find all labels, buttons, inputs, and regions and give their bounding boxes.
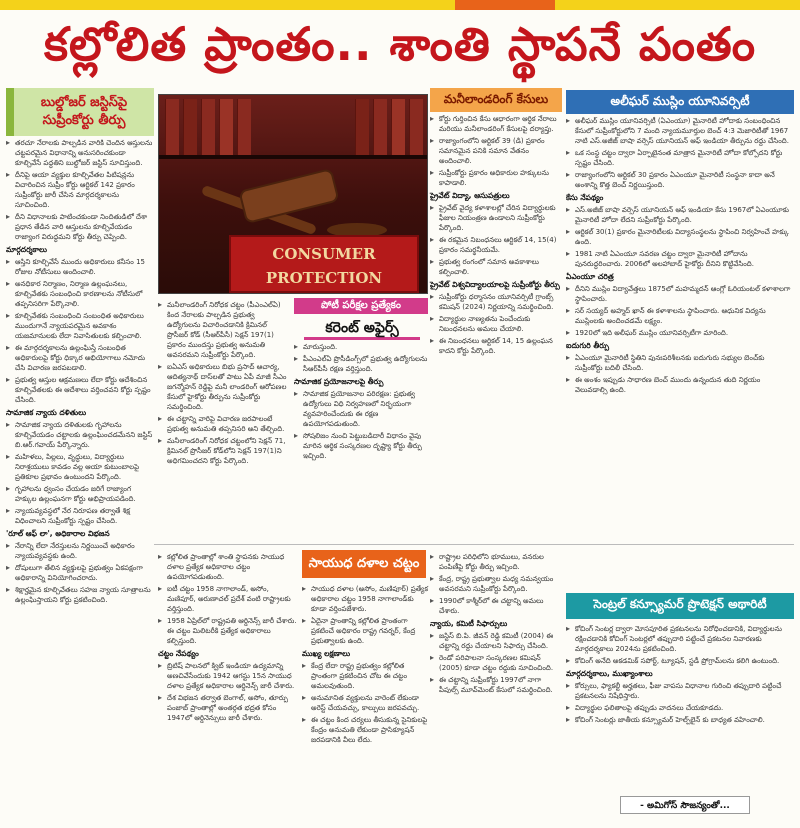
current-affairs-body: [294, 340, 428, 463]
list-item: ▸ సర్ సయ్యద్ అహ్మద్ ఖాన్ ఈ కళాశాలను స్థాపించారు. ఆధునిక విద్యను ముస్లింలకు అందించడమే లక్ష్యం.: [566, 306, 794, 326]
list-item: ▸ ఆస్తిని కూల్చివేసే ముందు అధికారులు కనీసం 15 రోజుల నోటీసులు అందించాలి.: [6, 257, 154, 277]
column-aligarh-university: [566, 90, 794, 397]
list-item: ▸ పీఎంఎల్ఏ ప్రొసీడింగ్స్‌లో ప్రభుత్వ ఉద్యోగులను సీఆర్‌పీసీ రక్షణ వర్తిస్తుంది.: [294, 354, 428, 374]
list-item: ▸ ఏదైనా ప్రాంతాన్ని కల్లోలిత ప్రాంతంగా ప్రకటించే అధికారం రాష్ట్ర గవర్నర్, కేంద్ర ప్రభుత్వాలకు ఉంది.: [302, 616, 428, 646]
list-item: ▸ ప్రభుత్వ ఆస్తుల ఆక్రమణలు లేదా కోర్టు ఆదేశించిన కూల్చివేతలకు ఈ ఆదేశాలు వర్తించవని కోర్టు స్పష్టం చేసింది.: [6, 375, 154, 405]
list-item: ▸ ఈ నిబంధనలు ఆర్టికల్ 14, 15 ఉల్లంఘన కాదని కోర్టు పేర్కొంది.: [430, 336, 562, 356]
subheading: ప్రైవేట్ విద్యా, ఆసుపత్రులు: [430, 191, 510, 200]
bookshelf-book: [391, 99, 405, 155]
list-item: ▸ 1958 ఏప్రిల్‌లో రాష్ట్రపతి ఆర్డినెన్స్ జారీ చేశారు. ఈ చట్టం మిలిటరీకి ప్రత్యేక అధికారాలు కల్పిస్తుంది.: [158, 616, 298, 646]
column-bulldozer-justice: [6, 88, 154, 607]
list-item: ▸ అనుమానిత వ్యక్తులను వారెంట్ లేకుండా అరెస్ట్ చేయవచ్చు, కాల్పులు జరపవచ్చు.: [302, 693, 428, 713]
list-item: ▸ ఈ అంశం ఇప్పుడు సాధారణ బెంచ్ ముందు ఉన్నందున తుది నిర్ణయం వెలువడాల్సి ఉంది.: [566, 375, 794, 395]
list-item: ▸ కోర్టు గుర్తించిన కేసు ఆధారంగా ఆర్థిక నేరాలు మరియు మనీలాండరింగ్ కేసులపై దర్యాప్తు.: [430, 114, 562, 134]
list-item: ▸ ఎస్.అజీజ్ బాషా వర్సెస్ యూనియన్ ఆఫ్ ఇండియా కేసు 1967లో ఏఎంయూకు మైనారిటీ హోదా లేదని సుప్రీంకోర్టు పేర్కొంది.: [566, 205, 794, 225]
list-item: ▸ సుప్రీంకోర్టు ధర్మాసనం యూనివర్సిటీ గ్రాంట్స్ కమిషన్ (2024) నిర్ణయాన్ని సమర్థించింది.: [430, 292, 562, 312]
list-item: ▸ ఈ చట్టాన్ని సుప్రీంకోర్టు 1997లో నాగా పీపుల్స్ మూవ్‌మెంట్ కేసులో సమర్థించింది.: [430, 675, 562, 695]
subheading: న్యాయ, కమిటీ సిఫార్సులు: [430, 619, 508, 628]
money-laundering-continued: [158, 298, 290, 468]
list-item: ▸ నేరాన్ని లేదా నేరస్తులను నిర్ణయించే అధికారం న్యాయవ్యవస్థకు ఉంది.: [6, 541, 154, 561]
list-item: ▸ కేంద్ర, రాష్ట్ర ప్రభుత్వాల మధ్య సమన్వయం అవసరమని సుప్రీంకోర్టు పేర్కొంది.: [430, 574, 562, 594]
bookshelf-book: [409, 99, 423, 155]
list-item: ▸ సుప్రీంకోర్టు ప్రకారం అధికారుల హక్కులను కాపాడాలి.: [430, 168, 562, 188]
armed-forces-act-continued: [430, 550, 562, 697]
list-item: ▸ శిక్షార్హమైన కూల్చివేతలు సహజ న్యాయ సూత్రాలను ఉల్లంఘిస్తాయని కోర్టు ప్రకటించింది.: [6, 585, 154, 605]
bookshelf-book: [165, 99, 179, 155]
list-item: ▸ రెండో పరిపాలనా సంస్కరణల కమిషన్ (2005) కూడా చట్టం రద్దుకు సూచించింది.: [430, 653, 562, 673]
top-section-tab: [455, 0, 555, 10]
list-item: ▸ 1981 నాటి ఏఎంయూ సవరణ చట్టం ద్వారా మైనారిటీ హోదాను పునరుద్ధరించారు. 2006లో అలహాబాద్ హైకోర్టు దీనిని కొట్టివేసింది.: [566, 249, 794, 269]
top-color-strip: [0, 0, 800, 10]
bookshelf-shelf: [159, 155, 427, 159]
source-credit: - అమిగోస్ సౌజన్యంతో...: [620, 796, 750, 814]
bookshelf-book: [201, 99, 215, 155]
bulldozer-justice-body: [6, 138, 154, 605]
list-item: ▸ ఈ మార్గదర్శకాలను ఉల్లంఘిస్తే సంబంధిత అధికారులపై కోర్టు ధిక్కార అభియోగాలు నమోదు చేసి విచారణ జరపబడాలి.: [6, 343, 154, 373]
list-item: ▸ సాయుధ దళాల (అసోం, మణిపూర్) ప్రత్యేక అధికారాల చట్టం 1958 నాగాలాండ్‌కు కూడా వర్తింపజేశారు.: [302, 584, 428, 614]
consumer-protection-authority-title: సెంట్రల్ కన్స్యూమర్ ప్రొటెక్షన్ అథారిటీ: [566, 593, 794, 619]
list-item: ▸ సామాజిక ప్రయోజనాల పరిరక్షణ: ప్రభుత్వ ఉద్యోగులు విధి నిర్వహణలో నిర్భయంగా వ్యవహరించేందుకు ఈ రక్షణ ఉపయోగపడుతుంది.: [294, 389, 428, 429]
list-item: ▸ మహిళలు, పిల్లలు, వృద్ధులు, విద్యార్థులు నిరాశ్రయులు కావడం వల్ల ఆయా కుటుంబాలపై ప్రతికూల ప్రభావం ఉంటుందని పేర్కొంది.: [6, 452, 154, 482]
list-item: ▸ జస్టిస్ బి.పి. జీవన్ రెడ్డి కమిటీ (2004) ఈ చట్టాన్ని రద్దు చేయాలని సిఫార్సు చేసింది.: [430, 631, 562, 651]
bookshelf-book: [219, 99, 233, 155]
column-money-laundering: [430, 88, 562, 358]
current-affairs-title: కరెంట్ అఫైర్స్: [304, 316, 420, 340]
list-item: ▸ విద్యార్థుల ఫలితాలపై తప్పుడు వాదనలు చేయకూడదు.: [566, 703, 794, 713]
armed-forces-act-title: సాయుధ దళాల చట్టం: [302, 550, 426, 578]
armed-forces-act-body: [302, 582, 428, 747]
competitive-exams-tag: పోటీ పరీక్షల ప్రత్యేకం: [294, 298, 428, 314]
list-item: ▸ ఈ చట్టం కింద చర్యలు తీసుకున్న సైనికులపై కేంద్రం అనుమతి లేకుండా ప్రాసిక్యూషన్ జరపడానికి వీలు లేదు.: [302, 715, 428, 745]
consumer-protection-authority-body: [566, 622, 794, 727]
list-item: ▸ ఈ చట్టాన్ని వారిపై విచారణ జరపాలంటే ప్రభుత్వ అనుమతి తప్పనిసరి అని తేల్చింది.: [158, 414, 290, 434]
subheading: ఐదుగురి తీర్పు: [566, 341, 609, 350]
list-item: ▸ గృహాలను ధ్వంసం చేయడం జరిగే రాజ్యాంగ హక్కుల ఉల్లంఘనగా కోర్టు అభిప్రాయపడింది.: [6, 484, 154, 504]
list-item: ▸ కోర్సులు, ఫ్యాకల్టీ అర్హతలు, ఫీజు వాపసు విధానాల గురించి తప్పుదారి పట్టించే ప్రకటనలను నిషేధిస్తారు.: [566, 681, 794, 701]
subheading: చట్టం నేపథ్యం: [158, 649, 199, 658]
list-item: ▸ సోషలిజం నుంచి పెట్టుబడిదారీ విధానం వైపు మారిన ఆర్థిక సంస్కరణల దృష్ట్యా కోర్టు తీర్పు ఇచ్చింది.: [294, 431, 428, 461]
list-item: ▸ ఒక సంస్థ చట్టం ద్వారా ఏర్పాటైనంత మాత్రాన మైనారిటీ హోదా కోల్పోదని కోర్టు స్పష్టం చేసింది.: [566, 148, 794, 168]
list-item: ▸ అలీఘర్ ముస్లిం యూనివర్సిటీ (ఏఎంయూ) మైనారిటీ హోదాకు సంబంధించిన కేసులో సుప్రీంకోర్టులోని 7 మంది న్యాయమూర్తుల బెంచ్ 4:3 మెజారిటీతో 1967 నాటి ఎస్.అజీజ్ బాషా వర్సెస్ యూనియన్ ఆఫ్ ఇండియా తీర్పును రద్దు చేసింది.: [566, 116, 794, 146]
money-laundering-body: [430, 114, 562, 356]
list-item: ▸ 1920లో ఇది అలీఘర్ ముస్లిం యూనివర్సిటీగా మారింది.: [566, 328, 794, 338]
list-item: ▸ కూల్చివేతకు సంబంధించి సంబంధిత అధికారులు ముందుగానే న్యాయపరమైన అవకాశం యజమానులకు లేదా నివాసితులకు కల్పించాలి.: [6, 311, 154, 341]
list-item: ▸ దోషులుగా తేలిన వ్యక్తులపై ప్రభుత్వం ఏకపక్షంగా అధికారాన్ని వినియోగించరాదు.: [6, 563, 154, 583]
consumer-protection-photo: [158, 94, 428, 294]
list-item: ▸ ఏఎంయూ మైనారిటీ స్థితిని పునఃపరిశీలనకు ఐదుగురు సభ్యుల బెంచ్‌కు సుప్రీంకోర్టు బదిలీ చేసింది.: [566, 353, 794, 373]
subheading: ఏఎంయూ చరిత్ర: [566, 272, 614, 281]
list-item: ▸ విద్యార్థుల నాణ్యతను పెంచేందుకు నిబంధనలను అమలు చేయాలి.: [430, 314, 562, 334]
list-item: ▸ బ్రిటిష్ పాలనలో క్విట్ ఇండియా ఉద్యమాన్ని అణచివేసేందుకు 1942 ఆగస్టు 15న సాయుధ దళాల ప్రత్యేక అధికారాల ఆర్డినెన్స్ జారీ చేశారు.: [158, 661, 298, 691]
money-laundering-title: మనీలాండరింగ్ కేసులు: [430, 88, 562, 112]
list-item: ▸ ఐటీ చట్టం 1958 నాగాలాండ్, అసోం, మణిపూర్, అరుణాచల్ ప్రదేశ్ వంటి రాష్ట్రాలకు వర్తిస్తుంది.: [158, 584, 298, 614]
list-item: ▸ మనీలాండరింగ్ నిరోధక చట్టంలోని సెక్షన్ 71, క్రిమినల్ ప్రొసీజర్ కోడ్‌లోని సెక్షన్ 197(1)ని అధిగమించదని కోర్టు పేర్కొంది.: [158, 436, 290, 466]
subheading: ప్రైవేట్ విశ్వవిద్యాలయాలపై సుప్రీంకోర్టు తీర్పు: [430, 280, 560, 289]
list-item: ▸ కల్లోలిత ప్రాంతాల్లో శాంతి స్థాపనకు సాయుధ దళాల ప్రత్యేక అధికారాల చట్టం ఉపయోగపడుతుంది.: [158, 552, 298, 582]
list-item: ▸ కోచింగ్ అనేది అకడమిక్ సపోర్ట్, ట్యూషన్, స్టడీ ప్రోగ్రామ్‌లను కలిగి ఉంటుంది.: [566, 656, 794, 666]
subheading: సామాజిక ప్రయోజనాలపై తీర్పు: [294, 377, 384, 386]
list-item: ▸ దీని విధానాలకు పాటించకుండా నిందితుడిలో దేశా ప్రధాన తేడిన వారి ఆస్తులను కూల్చివేయడం రాజ్యాంగ విరుద్ధమని కోర్టు తీర్పు చెప్పింది.: [6, 212, 154, 242]
list-item: ▸ రాజ్యాంగంలోని ఆర్టికల్ 39 (డి) ప్రకారం సమానమైన పనికి సమాన వేతనం అందించాలి.: [430, 136, 562, 166]
page-headline: కల్లోలిత ప్రాంతం.. శాంతి స్థాపనే పంతం: [43, 17, 757, 71]
list-item: ▸ దీనిపై ఆయా వ్యక్తుల కూల్చివేతల పిటిషన్లను విచారించిన సుప్రీం కోర్టు ఆర్టికల్ 142 ప్రకారం సుప్రీంకోర్టు జారీ చేసిన మార్గదర్శకాలను సూచించింది.: [6, 170, 154, 210]
list-item: ▸ దేశ విభజన తర్వాత బెంగాల్, అసోం, తూర్పు పంజాబ్ ప్రాంతాల్లో అంతర్గత భద్రత కోసం 1947లో ఆర్డినెన్సులు జారీ చేశారు.: [158, 693, 298, 723]
list-item: ▸ రాష్ట్రాల పరిధిలోని భూములు, వనరుల పంపిణీపై కోర్టు తీర్పు ఇచ్చింది.: [430, 552, 562, 572]
list-item: ▸ కేంద్ర లేదా రాష్ట్ర ప్రభుత్వం కల్లోలిత ప్రాంతంగా ప్రకటించిన చోట ఈ చట్టం అమలవుతుంది.: [302, 661, 428, 691]
list-item: ▸ ఈ రకమైన నిబంధనలు ఆర్టికల్ 14, 15(4) ప్రకారం సమర్థనీయమే.: [430, 235, 562, 255]
list-item: ▸ మారుస్తుంది.: [294, 342, 428, 352]
subheading: కేసు నేపథ్యం: [566, 193, 604, 202]
disturbed-areas-body: [158, 550, 298, 725]
list-item: ▸ మనీలాండరింగ్ నిరోధక చట్టం (పీఎంఎల్ఏ) కింద నేరాలకు పాల్పడిన ప్రభుత్వ ఉద్యోగులను విచారించడానికి క్రిమినల్ ప్రొసీజర్ కోడ్ (సీఆర్‌పీసీ) సెక్షన్ 197(1) ప్రకారం ముందస్తు ప్రభుత్వ అనుమతి అవసరమని సుప్రీంకోర్టు పేర్కొంది.: [158, 300, 290, 360]
bookshelf-book: [355, 99, 369, 155]
bookshelf-book: [183, 99, 197, 155]
list-item: ▸ సామాజిక న్యాయ దళితులకు గృహాలను కూల్చివేయడం చట్టాలకు ఉల్లంఘించడమేనని జస్టిస్ బి.ఆర్.గవాయ్ పేర్కొన్నారు.: [6, 420, 154, 450]
subheading: 'రూల్ ఆఫ్ లా', అధికారాల విభజన: [6, 529, 110, 538]
subheading: ముఖ్య లక్షణాలు: [302, 649, 351, 658]
aligarh-university-body: [566, 116, 794, 395]
subheading: సామాజిక న్యాయ దళితులు: [6, 408, 87, 417]
list-item: ▸ ప్రభుత్వ రంగంలో సమాన అవకాశాలు కల్పించాలి.: [430, 257, 562, 277]
consumer-protection-book: CONSUMER PROTECTION: [229, 235, 419, 293]
section-divider: [154, 544, 794, 545]
list-item: ▸ న్యాయవ్యవస్థలో నేర నిరూపణ తర్వాతే శిక్ష విధించాలని సుప్రీంకోర్టు స్పష్టం చేసింది.: [6, 506, 154, 526]
list-item: ▸ అనధికార నిర్మాణం, నిర్మాణ ఉల్లంఘనలు, కూల్చివేతకు సంబంధించి కారణాలను నోటీసులో తప్పనిసరిగా పేర్కొనాలి.: [6, 279, 154, 309]
bookshelf-book: [237, 99, 251, 155]
list-item: ▸ ఐఏఎస్ అధికారులు బిభు ప్రసాద్ ఆచార్య, ఆదిత్యనాథ్ దాస్‌లతో పాటు ఏపీ మాజీ సీఎం జగన్మోహన్ రెడ్డిపై మనీ లాండరింగ్ ఆరోపణల కేసులో హైకోర్టు తీర్పును సుప్రీంకోర్టు సమర్థించింది.: [158, 362, 290, 412]
bookshelf-book: [373, 99, 387, 155]
list-item: ▸ తరచూ నేరాలకు పాల్పడిన వారికి చెందిన ఆస్తులను చట్టపరమైన విధానాన్ని అనుసరించకుండా కూల్చివేసే పద్ధతిని బుల్డోజర్ జస్టిస్ సూచిస్తుంది.: [6, 138, 154, 168]
list-item: ▸ కోచింగ్ సెంటర్ల ద్వారా మోసపూరిత ప్రకటనలను నిరోధించడానికి, విద్యార్థులను రక్షించడానికి కోచింగ్ సెంటర్లలో తప్పుదారి పట్టించే ప్రకటనల నివారణకు మార్గదర్శకాలు 2024ను ప్రకటించింది.: [566, 624, 794, 654]
list-item: ▸ ప్రైవేట్ వైద్య కళాశాలల్లో చేరిన విద్యార్థులకు ఫీజుల నియంత్రణ ఉండాలని సుప్రీంకోర్టు పేర్కొంది.: [430, 203, 562, 233]
list-item: ▸ దీనిని ముస్లిం విద్యావేత్తలు 1875లో మహమ్మదన్ ఆంగ్లో ఓరియంటల్ కళాశాలగా స్థాపించారు.: [566, 284, 794, 304]
bulldozer-justice-title: బుల్డోజర్ జస్టిస్‌పై సుప్రీంకోర్టు తీర్పు: [6, 88, 154, 136]
list-item: ▸ ఆర్టికల్ 30(1) ప్రకారం మైనారిటీలకు విద్యాసంస్థలను స్థాపించి నిర్వహించే హక్కు ఉంది.: [566, 227, 794, 247]
subheading: మార్గదర్శకాలు: [6, 245, 47, 254]
list-item: ▸ కోచింగ్ సెంటర్లు జాతీయ కన్స్యూమర్ హెల్ప్‌లైన్ కు బాధ్యత వహించాలి.: [566, 715, 794, 725]
subheading: మార్గదర్శకాలు, ముఖ్యాంశాలు: [566, 669, 653, 678]
list-item: ▸ 1990లో కాశ్మీర్‌లో ఈ చట్టాన్ని అమలు చేశారు.: [430, 596, 562, 616]
aligarh-university-title: అలీఘర్ ముస్లిం యూనివర్సిటీ: [566, 90, 794, 114]
list-item: ▸ రాజ్యాంగంలోని ఆర్టికల్ 30 ప్రకారం ఏఎంయూ మైనారిటీ సంస్థనా కాదా అనే అంశాన్ని కొత్త బెంచ్ నిర్ణయిస్తుంది.: [566, 170, 794, 190]
